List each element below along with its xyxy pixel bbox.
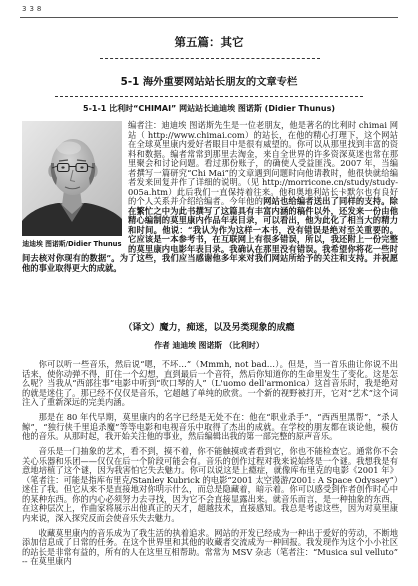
portrait-photo <box>22 121 122 236</box>
dashed-divider-top <box>100 58 320 59</box>
editor-note-text: 编者注：迪迪埃 图诺斯先生是一位老朋友，他是著名的比利时 chimai 网站（ http://www.chimai.com）的站长，在他的精心打理下，这个网站在全球莫里康内爱好者眼目中是很有威望的。你可以从那里找到丰富的资料和数据。编者常常到那里去淘金，来自全世界的许多资深莫迷也常在那里聚会和讨论问题。看过那份账子，的确使人受益匪浅。2007 年，当编者撰写一篇研究“Chi Mai”的文章遇到问题时向他请教时，他很快就给编者发来回复并作了详细的说明。（见 http://morricone.cn/study/study-005a.htm）此后我们一直保持着往来。他和奥地利站长卡默尔也有良好的个人关系并介绍给编者。今年他的 <box>128 120 398 206</box>
article-paragraph: 音乐是一门抽象的艺术，看不到，摸不着，你不能触摸或者看到它，你也不能检查它。通常你不会关心乐器和乐团——仅仅在后一个阶段可能会有。音乐的创作过程对我来说始终是一个谜。我想我是有意地培植了这个谜，因为我害怕它失去魅力。你可以说这是上瘾症，就像库布里克的电影《2001 年》（笔者注：可能是指库布里克/Stanley Kubrick 的电影“2001 太空漫游/2001: A Space Odyssey”）迷住了我。但它从来不是直接地对你明示什么，而总是隐藏着，暗示着。你可以感受到作者创作时心中的某种东西。你的内心必须努力去寻找，因为它不会直接显露出来。就音乐而言，是一种抽象的东西，在这种层次上，作曲家将展示出他真正的天才，超越技术，直接感知。我总是考虑这些，因为对莫里康内来说，深入探究反而会使音乐失去魅力。 <box>22 446 398 523</box>
dashed-divider-bottom <box>55 96 363 97</box>
article-body <box>22 360 398 582</box>
article-paragraph: 你可以听一些音乐，然后说“嗯，不坏…”（Mmmh, not bad…）。但是，当一首乐曲让你说不出话来，使你动弹不得，盯住一个幻想，直到最后一个音符，然后你知道你的生命里发生了变化。这是怎么呢？当我从“西部往事”电影中听到“吹口琴的人”（L'uomo dell'armonica）这首音乐时，我是绝对的就是迷住了。那已经不仅仅是音乐，它超越了单纯的欣赏。一个新的视野被打开，它对“艺术”这个词注入了重新深远的完美内涵。 <box>22 360 398 407</box>
article-paragraph: 收藏莫里康内的音乐成为了我生活的执着追求。网站的开发已经成为一种出于爱好的劳动，不断地添加信息成了日常的任务。在这个世界里和其他的收藏者交流成为一种回报。我发现作为这个小小社区的站长是非常有益的，所有的人在这里互相帮助。常常为 MSV 杂志（笔者注：“Musica sul velluto” -- 在莫里康内 <box>22 527 398 566</box>
editor-note <box>22 121 398 273</box>
part-title: 第五篇：其它 <box>174 35 244 49</box>
portrait-caption: 迪迪埃 图诺斯/Didier Thunus <box>22 240 122 248</box>
page-number: 338 <box>22 5 45 13</box>
article-paragraph: 那是在 80 年代早期，莫里康内的名字已经是无处不在：他在“职业杀手”，“西西里黑帮”，“杀人鲸”，“独行侠千里追杀魔”等等电影和电视音乐中取得了杰出的成就。在学校的朋友都在谈论他，模仿他的音乐。从那时起，我开始关注他的事业，然后编辑出我的第一部完整的原声音乐。 <box>22 412 398 441</box>
editor-note-bold-text: 网站也给编者送出了同样的支持。除在繁忙之中为此书撰写了这篇具有丰富内涵的稿件以外，还发来一份由他精心编制的莫里康内作品年表目录，可以看出，他为此化了相当大的精力和时间。他说：“我认为作为这样一本书，没有错误是绝对至关重要的。它应该是一本参考书，在互联网上有很多错误，所以，我还附上一份完整的莫里康内电影年表目录。我确认在那里没有错误。我希望你将花一些时间去核对你现有的数据”。为了这些，我们应当感谢他多年来对我们网站所给予的关注和支持。并祝愿他的事业取得更大的成就。 <box>22 196 398 273</box>
article-title: （译文）魔力，痴迷，以及另类现象的成瘾 <box>123 323 295 333</box>
header-rule <box>20 17 398 18</box>
portrait-figure <box>22 121 122 250</box>
section-title: 5-1 海外重要网站站长朋友的文章专栏 <box>120 76 298 88</box>
subsection-title: 5-1-1 比利时“CHIMAI” 网站站长迪迪埃 图诺斯 (Didier Thunus) <box>83 104 335 113</box>
article-byline: 作者 迪迪埃 图诺斯 （比利时） <box>154 341 264 350</box>
